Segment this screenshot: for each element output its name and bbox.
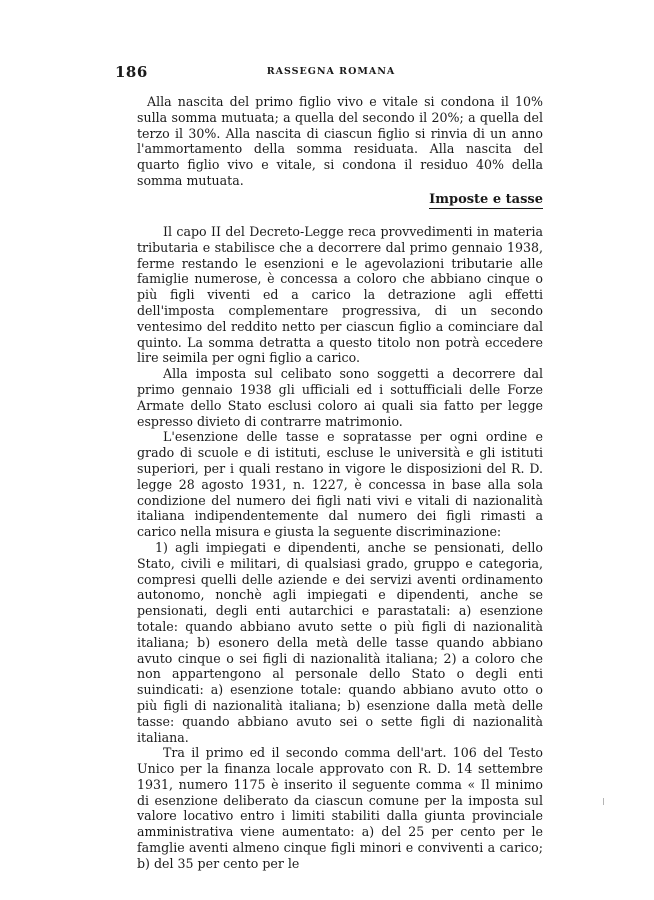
paragraph-school-exemption: L'esenzione delle tasse e sopratasse per ogni ordine e grado di scuole e di istituti, escluse le università e gli istituti superiori, per i quali restano in vigore le disposizioni del R. D. legge 28 agosto 1931, n. 1227, è concessa in base alla sola condizione del numero dei figli nati vivi e vitali di nazionalità italiana indipendentemente dal numero dei figli rimasti a carico nella misura e giusta la seguente discriminazione: (137, 429, 543, 540)
paragraph-tax-deduction: Il capo II del Decreto-Legge reca provvedimenti in materia tributaria e stabilisce che a decorrere dal primo gennaio 1938, ferme restando le esenzioni e le agevolazioni tributarie alle famiglie numerose, è concessa a coloro che abbiano cinque o più figli viventi ed a carico la detrazione agli effetti dell'imposta complementare progressiva, di un secondo ventesimo del reddito netto per ciascun figlio a cominciare dal quinto. La somma detratta a questo titolo non potrà eccedere lire seimila per ogni figlio a carico. (137, 224, 543, 366)
paragraph-local-finance: Tra il primo ed il secondo comma dell'art. 106 del Testo Unico per la finanza locale approvato con R. D. 14 settembre 1931, numero 1175 è inserito il seguente comma « Il minimo di esenzione deliberato da ciascun comune per la imposta sul valore locativo entro i limiti stabiliti dalla giunta provinciale amministrativa viene aumentato: a) del 25 per cento per le famglie aventi almeno cinque figli minori e conviventi a carico; b) del 35 per cento per le (137, 745, 543, 871)
intro-text (137, 94, 543, 189)
page-number: 186 (115, 63, 148, 81)
section-body (137, 224, 543, 872)
page-header (115, 63, 547, 83)
intro-paragraph: Alla nascita del primo figlio vivo e vitale si condona il 10% sulla somma mutuata; a quella del secondo il 20%; a quella del terzo il 30%. Alla nascita di ciascun figlio si rinvia di un anno l'ammortamento della somma residuata. Alla nascita del quarto figlio vivo e vitale, si condona il residuo 40% della somma mutuata. (137, 94, 543, 188)
paragraph-celibacy-tax: Alla imposta sul celibato sono soggetti a decorrere dal primo gennaio 1938 gli ufficiali ed i sottufficiali delle Forze Armate dello Stato esclusi coloro ai quali sia fatto per legge espresso divieto di contrarre matrimonio. (137, 366, 543, 429)
scan-speck (603, 798, 604, 805)
paragraph-discrimination-list: 1) agli impiegati e dipendenti, anche se pensionati, dello Stato, civili e militari, di qualsiasi grado, gruppo e categoria, compresi quelli delle aziende e dei servizi aventi ordinamento autonomo, nonchè agli impiegati e dipendenti, anche se pensionati, degli enti autarchici e parastatali: a) esenzione totale: quando abbiano avuto sette o più figli di nazionalità italiana; b) esonero della metà delle tasse quando abbiano avuto cinque o sei figli di nazionalità italiana; 2) a coloro che non appartengono al personale dello Stato o degli enti suindicati: a) esenzione totale: quando abbiano avuto otto o più figli di nazionalità italiana; b) esenzione dalla metà delle tasse: quando abbiano avuto sei o sette figli di nazionalità italiana. (137, 539, 543, 745)
section-heading-text: Imposte e tasse (429, 192, 543, 207)
running-title: RASSEGNA ROMANA (266, 66, 396, 77)
section-heading (137, 192, 543, 207)
